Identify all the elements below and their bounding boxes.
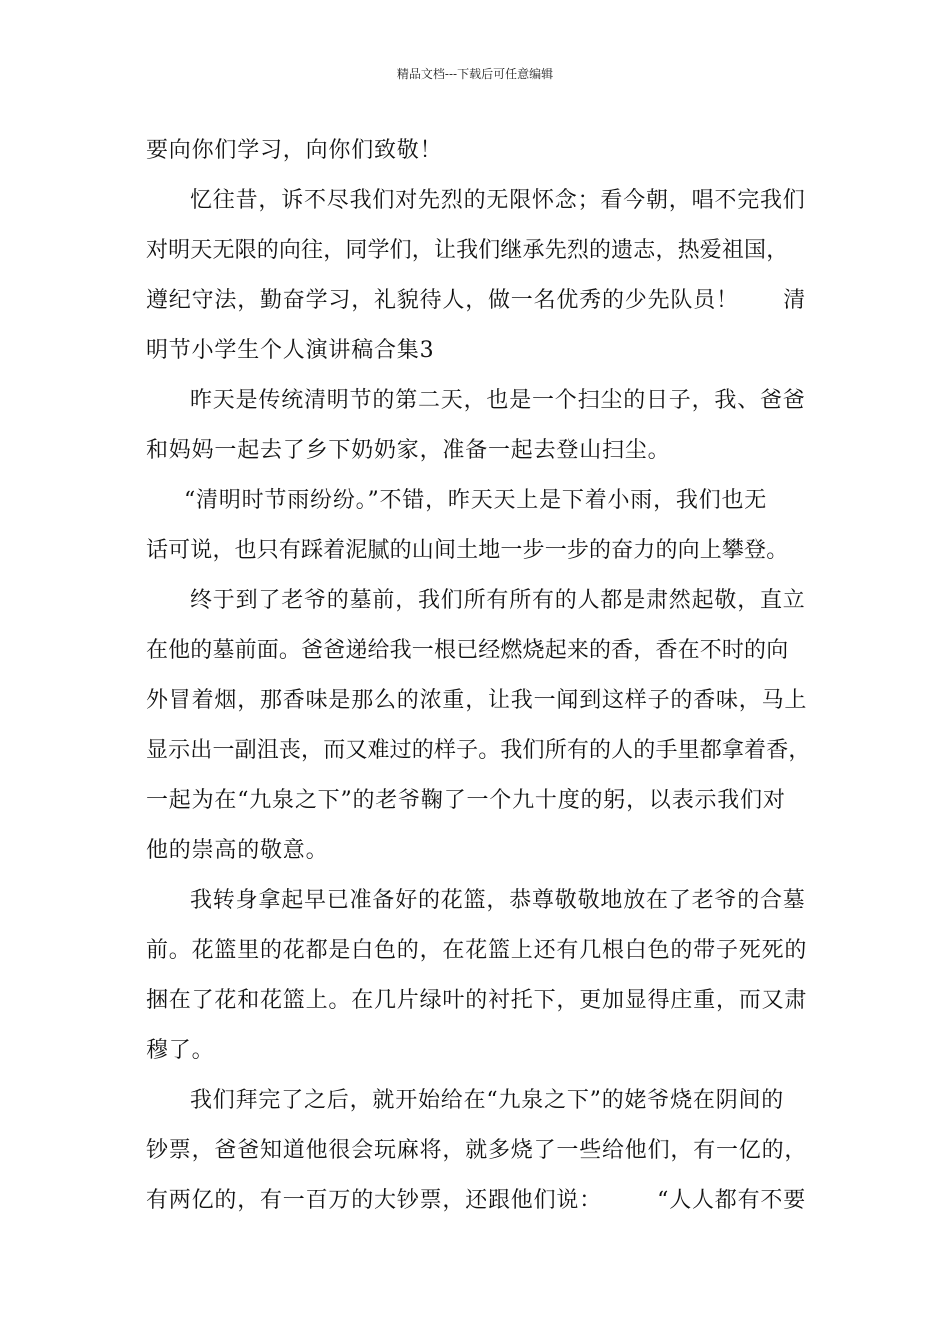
text-line: 对明天无限的向往，同学们，让我们继承先烈的遗志，热爱祖国，	[146, 238, 789, 263]
text-line: 穆了。	[146, 1038, 215, 1063]
text-line: 在他的墓前面。爸爸递给我一根已经燃烧起来的香，香在不时的向	[146, 638, 789, 663]
text-line: 终于到了老爷的墓前，我们所有所有的人都是肃然起敬，直立	[190, 588, 806, 613]
text-segment: 遵纪守法，勤奋学习，礼貌待人，做一名优秀的少先队员！	[146, 288, 739, 313]
text-segment: “人人都有不要	[657, 1188, 806, 1213]
text-line: 和妈妈一起去了乡下奶奶家，准备一起去登山扫尘。	[146, 438, 671, 463]
text-line: 外冒着烟，那香味是那么的浓重，让我一闻到这样子的香味，马上	[146, 688, 808, 713]
text-line: 他的崇高的敬意。	[146, 838, 329, 863]
text-line: 捆在了花和花篮上。在几片绿叶的衬托下，更加显得庄重，而又肃	[146, 988, 808, 1013]
text-line: 昨天是传统清明节的第二天，也是一个扫尘的日子，我、爸爸	[190, 388, 806, 413]
text-line: 前。花篮里的花都是白色的，在花篮上还有几根白色的带子死死的	[146, 938, 808, 963]
text-line: 忆往昔，诉不尽我们对先烈的无限怀念；看今朝，唱不完我们	[190, 188, 806, 213]
text-line: 我们拜完了之后，就开始给在“九泉之下”的姥爷烧在阴间的	[190, 1088, 785, 1113]
text-line: 话可说，也只有踩着泥腻的山间土地一步一步的奋力的向上攀登。	[146, 538, 789, 563]
text-segment: 钞票，爸爸知道他很会玩麻将，就多烧了一些给他们，	[146, 1138, 694, 1163]
page-header: 精品文档---下载后可任意编辑	[396, 67, 554, 81]
section-title: 明节小学生个人演讲稿合集3	[146, 338, 435, 363]
text-segment: 有两亿的，有一百万的大钞票，还跟他们说：	[146, 1188, 603, 1213]
text-line: 显示出一副沮丧，而又难过的样子。我们所有的人的手里都拿着香，	[146, 738, 811, 763]
text-segment: 有一亿的，	[693, 1138, 808, 1163]
text-line: “清明时节雨纷纷。”不错，昨天天上是下着小雨，我们也无	[184, 488, 768, 513]
text-segment: 清	[783, 288, 806, 313]
text-line: 我转身拿起早已准备好的花篮，恭尊敬敬地放在了老爷的合墓	[190, 888, 806, 913]
text-line	[146, 276, 806, 326]
document-body	[146, 126, 811, 1226]
text-line: 要向你们学习，向你们致敬！	[146, 138, 443, 163]
text-line	[146, 1126, 806, 1176]
text-line	[146, 1176, 806, 1226]
text-line: 一起为在“九泉之下”的老爷鞠了一个九十度的躬，以表示我们对	[146, 788, 786, 813]
